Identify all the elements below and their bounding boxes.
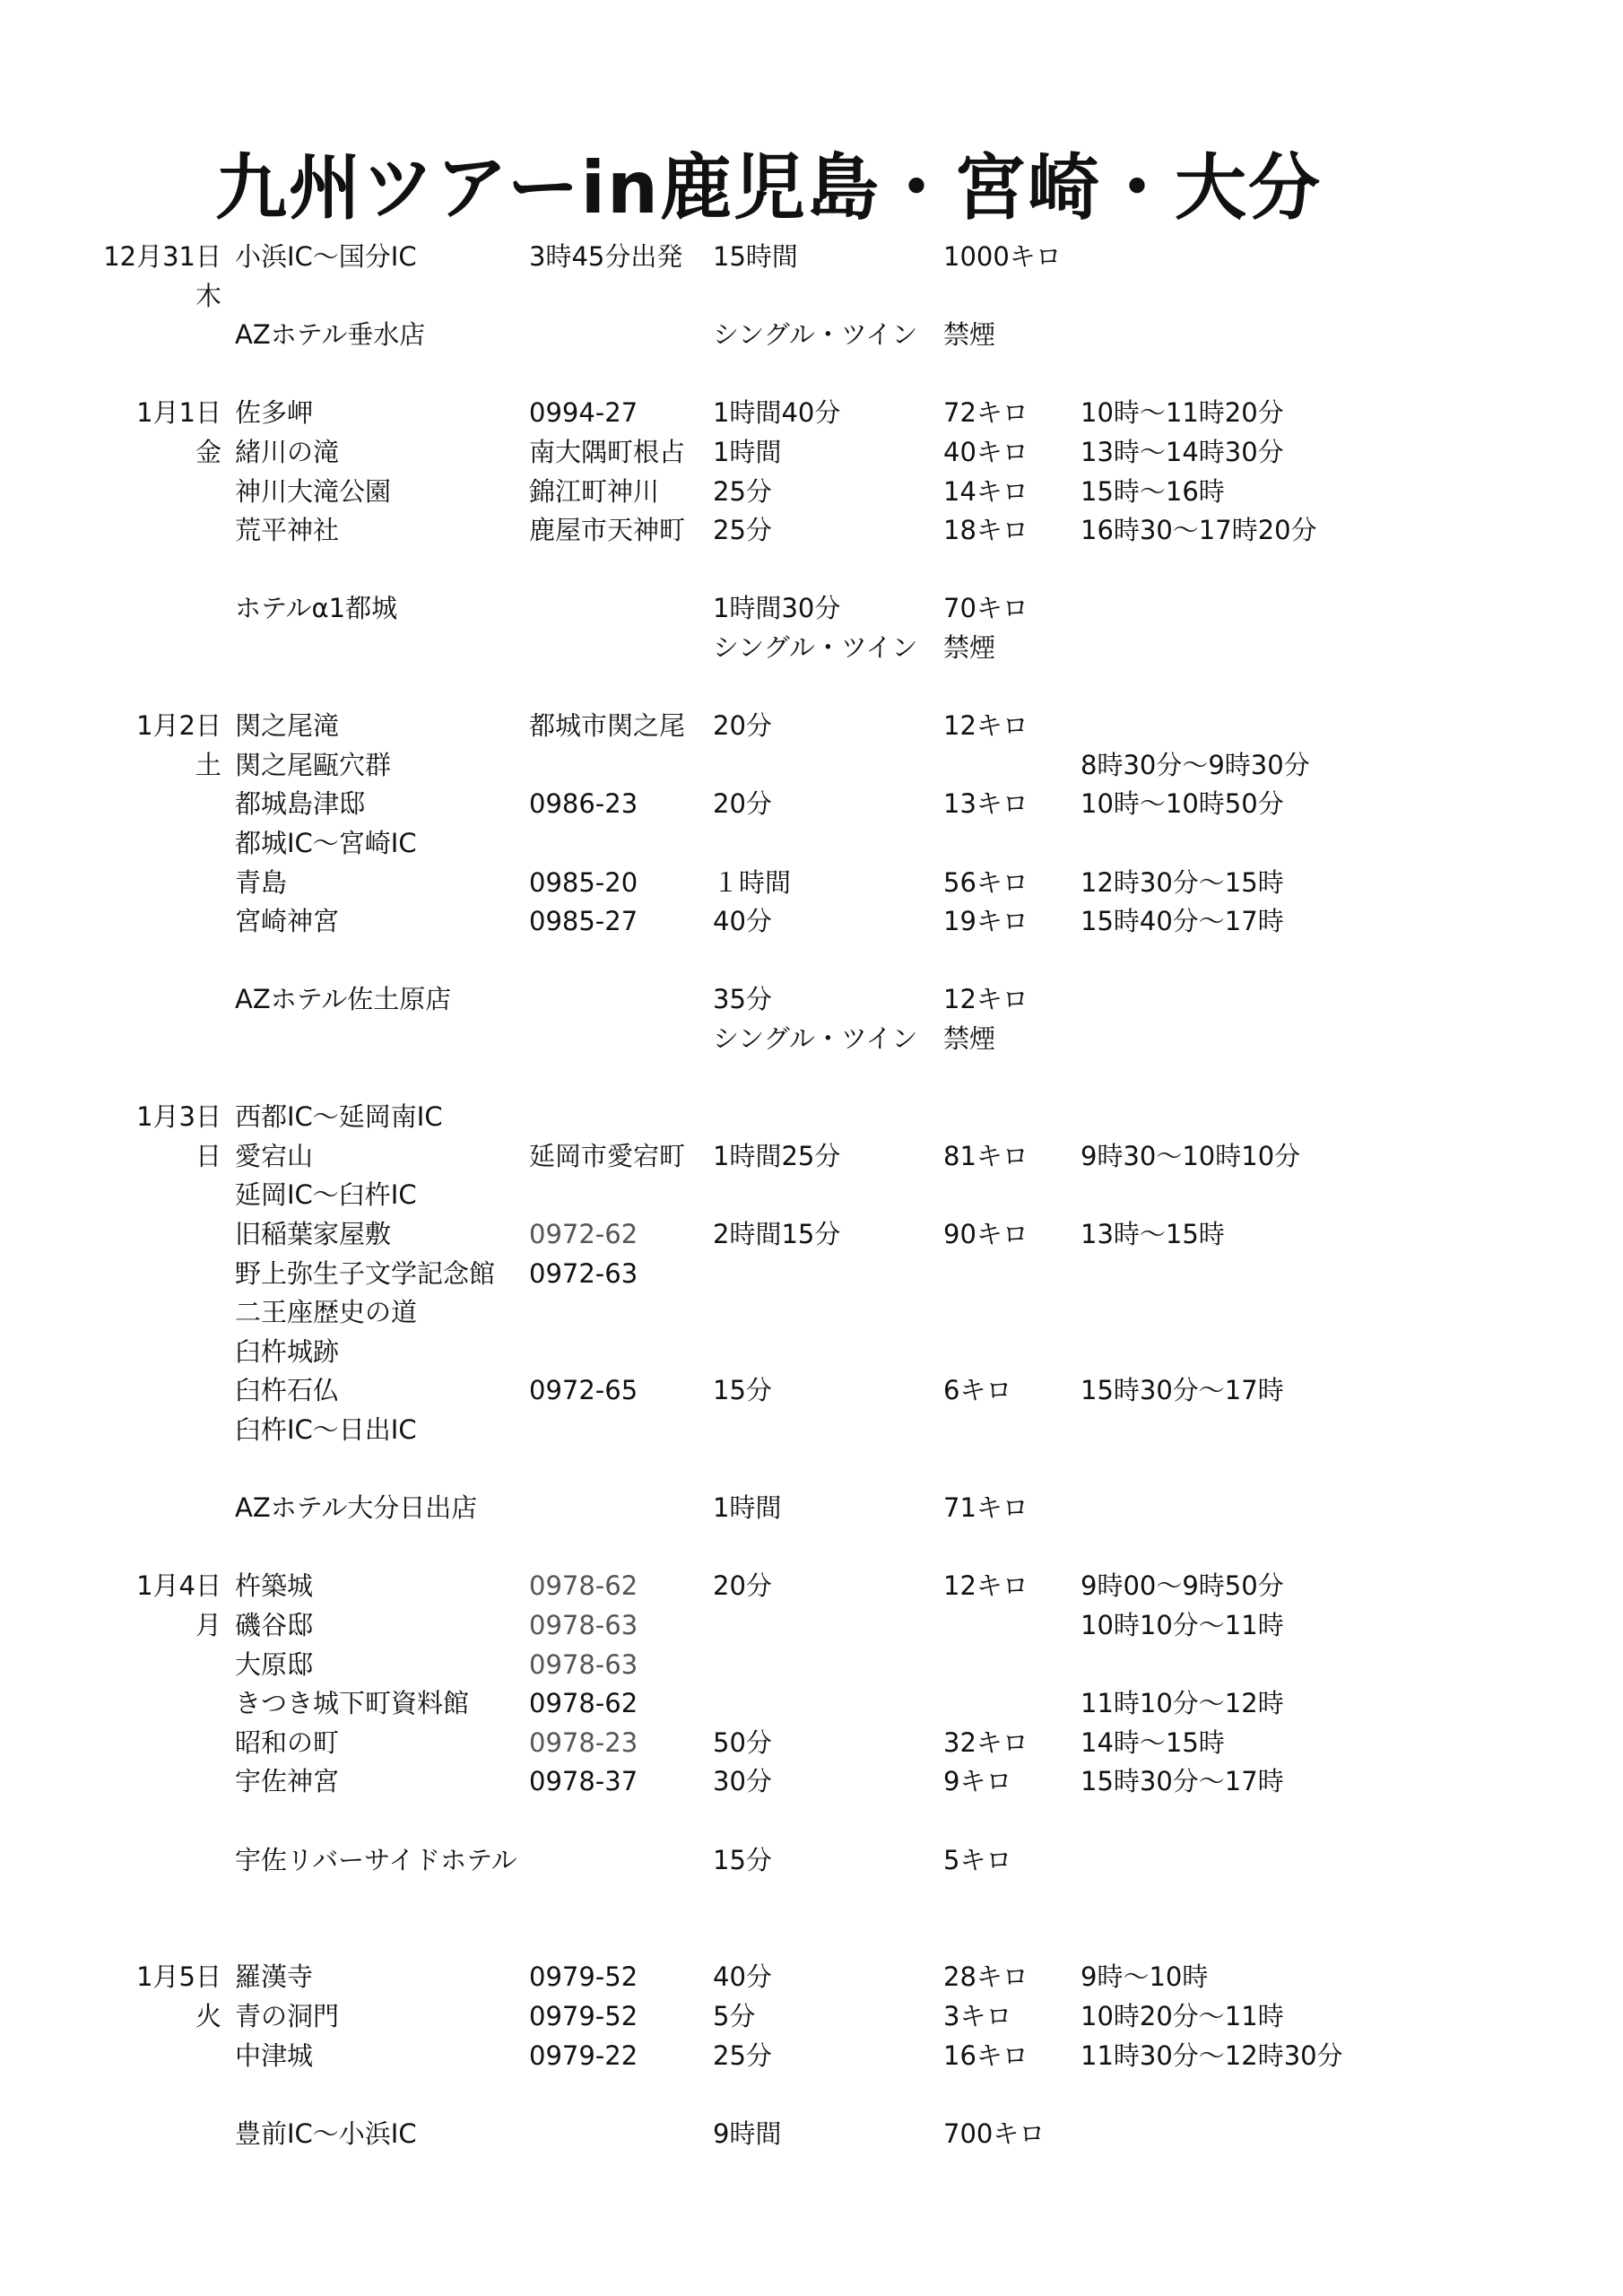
distance-cell: 700キロ [943, 2118, 1046, 2149]
table-row [0, 1723, 1623, 1762]
table-row [0, 1175, 1623, 1214]
travel-time-cell: 25分 [713, 515, 772, 546]
table-row [0, 745, 1623, 785]
place-cell: ホテルα1都城 [235, 593, 398, 624]
weekday-cell: 土 [195, 749, 222, 780]
place-cell: 青島 [235, 866, 288, 898]
weekday-cell: 木 [195, 280, 222, 311]
distance-cell: 18キロ [943, 515, 1028, 546]
distance-cell: 12キロ [943, 984, 1028, 1015]
table-row [0, 1214, 1623, 1254]
visit-hours-cell: 16時30～17時20分 [1081, 515, 1317, 546]
table-row [0, 1488, 1623, 1527]
table-row [0, 1292, 1623, 1332]
travel-time-cell: シングル・ツイン [713, 319, 918, 351]
visit-hours-cell: 9時～10時 [1081, 1961, 1209, 1993]
place-cell: きつき城下町資料館 [235, 1688, 470, 1719]
table-row [0, 588, 1623, 628]
travel-time-cell: 35分 [713, 984, 772, 1015]
travel-time-cell: 25分 [713, 475, 772, 507]
visit-hours-cell: 12時30分～15時 [1081, 866, 1284, 898]
place-cell: 二王座歴史の道 [235, 1297, 418, 1328]
visit-hours-cell: 13時～15時 [1081, 1219, 1225, 1249]
info-cell: 延岡市愛宕町 [529, 1140, 686, 1171]
table-row [0, 1370, 1623, 1410]
travel-time-cell: シングル・ツイン [713, 632, 918, 663]
table-row [0, 276, 1623, 316]
info-cell: 0978-62 [529, 1570, 638, 1602]
place-cell: 旧稲葉家屋敷 [235, 1219, 392, 1249]
visit-hours-cell: 14時～15時 [1081, 1726, 1225, 1758]
visit-hours-cell: 15時30分～17時 [1081, 1375, 1284, 1406]
date-cell: 1月2日 [136, 710, 221, 742]
page-title: 九州ツアーin鹿児島・宮崎・大分 [215, 146, 1322, 230]
weekday-cell: 火 [195, 2001, 222, 2031]
distance-cell: 禁煙 [943, 319, 996, 351]
table-row [0, 2114, 1623, 2153]
info-cell: 鹿屋市天神町 [529, 515, 686, 546]
info-cell: 0978-23 [529, 1726, 638, 1758]
table-row [0, 1683, 1623, 1723]
info-cell: 0986-23 [529, 788, 638, 820]
info-cell: 0978-63 [529, 1610, 638, 1640]
info-cell: 0978-63 [529, 1648, 638, 1680]
table-row [0, 237, 1623, 276]
weekday-cell: 金 [195, 437, 222, 467]
visit-hours-cell: 10時～10時50分 [1081, 788, 1284, 820]
info-cell: 都城市関之尾 [529, 710, 686, 742]
weekday-cell: 日 [195, 1140, 222, 1171]
table-row [0, 628, 1623, 667]
place-cell: 臼杵石仏 [235, 1375, 340, 1406]
table-row [0, 2036, 1623, 2075]
place-cell: AZホテル垂水店 [235, 319, 426, 351]
place-cell: 宮崎神宮 [235, 906, 340, 937]
distance-cell: 71キロ [943, 1492, 1028, 1524]
travel-time-cell: 40分 [713, 906, 772, 937]
distance-cell: 40キロ [943, 437, 1028, 467]
table-row [0, 979, 1623, 1019]
visit-hours-cell: 9時00～9時50分 [1081, 1570, 1284, 1602]
distance-cell: 3キロ [943, 2001, 1012, 2031]
distance-cell: 16キロ [943, 2039, 1028, 2071]
travel-time-cell: 1時間 [713, 1492, 782, 1524]
table-row [0, 1566, 1623, 1605]
table-row [0, 1605, 1623, 1645]
travel-time-cell: 1時間30分 [713, 593, 841, 624]
table-row [0, 510, 1623, 550]
info-cell: 錦江町神川 [529, 475, 660, 507]
info-cell: 0979-22 [529, 2039, 638, 2071]
travel-time-cell: 50分 [713, 1726, 772, 1758]
travel-time-cell: 1時間40分 [713, 397, 841, 429]
table-row [0, 472, 1623, 511]
place-cell: 愛宕山 [235, 1140, 314, 1171]
travel-time-cell: 25分 [713, 2039, 772, 2071]
visit-hours-cell: 9時30～10時10分 [1081, 1140, 1301, 1171]
distance-cell: 禁煙 [943, 1023, 996, 1054]
table-row [0, 1410, 1623, 1449]
table-row [0, 1332, 1623, 1371]
table-row [0, 901, 1623, 941]
travel-time-cell: 30分 [713, 1766, 772, 1797]
travel-time-cell: 15時間 [713, 241, 798, 272]
date-cell: 12月31日 [103, 241, 221, 272]
travel-time-cell: 20分 [713, 788, 772, 820]
place-cell: AZホテル佐土原店 [235, 984, 452, 1015]
travel-time-cell: シングル・ツイン [713, 1023, 918, 1054]
distance-cell: 禁煙 [943, 632, 996, 663]
table-row [0, 315, 1623, 354]
table-row [0, 784, 1623, 823]
distance-cell: 32キロ [943, 1726, 1028, 1758]
place-cell: 神川大滝公園 [235, 475, 392, 507]
travel-time-cell: 15分 [713, 1375, 772, 1406]
place-cell: 昭和の町 [235, 1726, 340, 1758]
table-row [0, 863, 1623, 902]
visit-hours-cell: 15時～16時 [1081, 475, 1225, 507]
info-cell: 0978-62 [529, 1688, 638, 1719]
place-cell: 羅漢寺 [235, 1961, 314, 1993]
place-cell: 宇佐神宮 [235, 1766, 340, 1797]
table-row [0, 1957, 1623, 1996]
distance-cell: 13キロ [943, 788, 1028, 820]
place-cell: 宇佐リバーサイドホテル [235, 1844, 517, 1875]
info-cell: 0972-63 [529, 1257, 638, 1289]
visit-hours-cell: 15時40分～17時 [1081, 906, 1284, 937]
distance-cell: 70キロ [943, 593, 1028, 624]
table-row [0, 1136, 1623, 1176]
place-cell: 緒川の滝 [235, 437, 340, 467]
table-row [0, 1645, 1623, 1684]
place-cell: 関之尾甌穴群 [235, 749, 392, 780]
date-cell: 1月1日 [136, 397, 221, 429]
place-cell: 都城IC～宮崎IC [235, 828, 417, 858]
info-cell: 3時45分出発 [529, 241, 683, 272]
place-cell: 西都IC～延岡南IC [235, 1101, 443, 1133]
date-cell: 1月4日 [136, 1570, 221, 1602]
info-cell: 0979-52 [529, 1961, 638, 1993]
place-cell: 杵築城 [235, 1570, 314, 1602]
travel-time-cell: 5分 [713, 2001, 756, 2031]
distance-cell: 72キロ [943, 397, 1028, 429]
info-cell: 0972-65 [529, 1375, 638, 1406]
place-cell: 豊前IC～小浜IC [235, 2118, 417, 2149]
info-cell: 0979-52 [529, 2001, 638, 2031]
travel-time-cell: 1時間25分 [713, 1140, 841, 1171]
place-cell: 延岡IC～臼杵IC [235, 1179, 417, 1211]
weekday-cell: 月 [195, 1610, 222, 1640]
place-cell: 荒平神社 [235, 515, 340, 546]
travel-time-cell: 1時間 [713, 437, 782, 467]
distance-cell: 12キロ [943, 1570, 1028, 1602]
travel-time-cell: 15分 [713, 1844, 772, 1875]
date-cell: 1月3日 [136, 1101, 221, 1133]
place-cell: 野上弥生子文学記念館 [235, 1257, 496, 1289]
travel-time-cell: 20分 [713, 710, 772, 742]
info-cell: 南大隅町根占 [529, 437, 686, 467]
distance-cell: 12キロ [943, 710, 1028, 742]
place-cell: 佐多岬 [235, 397, 314, 429]
place-cell: 臼杵城跡 [235, 1335, 340, 1367]
visit-hours-cell: 10時～11時20分 [1081, 397, 1284, 429]
table-row [0, 1254, 1623, 1293]
table-row [0, 1761, 1623, 1801]
visit-hours-cell: 13時～14時30分 [1081, 437, 1284, 467]
info-cell: 0985-27 [529, 906, 638, 937]
distance-cell: 9キロ [943, 1766, 1012, 1797]
distance-cell: 6キロ [943, 1375, 1012, 1406]
distance-cell: 56キロ [943, 866, 1028, 898]
table-row [0, 393, 1623, 432]
distance-cell: 1000キロ [943, 241, 1062, 272]
date-cell: 1月5日 [136, 1961, 221, 1993]
place-cell: 小浜IC～国分IC [235, 241, 417, 272]
place-cell: AZホテル大分日出店 [235, 1492, 478, 1524]
visit-hours-cell: 10時10分～11時 [1081, 1610, 1284, 1640]
travel-time-cell: 9時間 [713, 2118, 782, 2149]
distance-cell: 90キロ [943, 1219, 1028, 1249]
table-row [0, 706, 1623, 745]
visit-hours-cell: 8時30分～9時30分 [1081, 749, 1310, 780]
distance-cell: 14キロ [943, 475, 1028, 507]
distance-cell: 28キロ [943, 1961, 1028, 1993]
table-row [0, 823, 1623, 863]
travel-time-cell: 20分 [713, 1570, 772, 1602]
table-row [0, 1840, 1623, 1880]
place-cell: 都城島津邸 [235, 788, 366, 820]
info-cell: 0985-20 [529, 866, 638, 898]
info-cell: 0972-62 [529, 1219, 638, 1249]
info-cell: 0994-27 [529, 397, 638, 429]
info-cell: 0978-37 [529, 1766, 638, 1797]
place-cell: 関之尾滝 [235, 710, 340, 742]
place-cell: 臼杵IC～日出IC [235, 1414, 417, 1445]
place-cell: 大原邸 [235, 1648, 314, 1680]
distance-cell: 81キロ [943, 1140, 1028, 1171]
place-cell: 中津城 [235, 2039, 314, 2071]
visit-hours-cell: 10時20分～11時 [1081, 2001, 1284, 2031]
visit-hours-cell: 15時30分～17時 [1081, 1766, 1284, 1797]
place-cell: 青の洞門 [235, 2001, 340, 2031]
visit-hours-cell: 11時10分～12時 [1081, 1688, 1284, 1719]
travel-time-cell: 2時間15分 [713, 1219, 841, 1249]
distance-cell: 5キロ [943, 1844, 1012, 1875]
table-row [0, 1019, 1623, 1058]
table-row [0, 1996, 1623, 2036]
place-cell: 磯谷邸 [235, 1610, 314, 1640]
visit-hours-cell: 11時30分～12時30分 [1081, 2039, 1343, 2071]
travel-time-cell: 40分 [713, 1961, 772, 1993]
distance-cell: 19キロ [943, 906, 1028, 937]
table-row [0, 432, 1623, 472]
travel-time-cell: １時間 [713, 866, 792, 898]
table-row [0, 1097, 1623, 1136]
